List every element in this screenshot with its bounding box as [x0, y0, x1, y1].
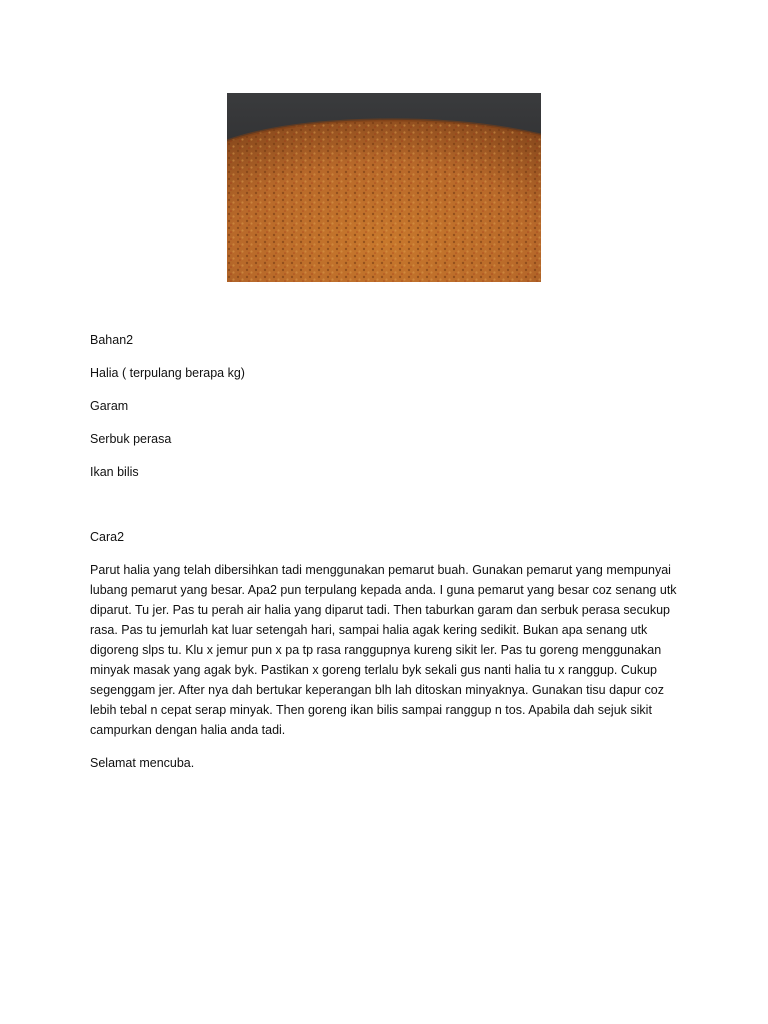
closing-line: Selamat mencuba. — [90, 756, 195, 770]
ingredient-item: Ikan bilis — [90, 465, 139, 479]
method-paragraph: Parut halia yang telah dibersihkan tadi menggunakan pemarut buah. Gunakan pemarut yang mempunyai lubang pemarut yang besar. Apa2 pun terpulang kepada anda. I guna pemarut yang besar coz senang utk diparut. Tu jer. Pas tu perah air halia yang diparut tadi. Then taburkan garam dan serbuk perasa secukup rasa. Pas tu jemurlah kat luar setengah hari, sampai halia agak kering sedikit. Bukan apa senang utk digoreng slps tu. Klu x jemur pun x pa tp rasa ranggupnya kureng sikit ler. Pas tu goreng menggunakan minyak masak yang agak byk. Pastikan x goreng terlalu byk sekali gus nanti halia tu x ranggup. Cukup segenggam jer. After nya dah bertukar keperangan blh lah ditoskan minyaknya. Gunakan tisu dapur coz lebih tebal n cepat serap minyak. Then goreng ikan bilis sampai ranggup n tos. Apabila dah sejuk sikit campurkan dengan halia anda tadi. — [90, 563, 677, 737]
section-spacer — [90, 495, 680, 527]
ingredient-item: Garam — [90, 399, 129, 413]
ingredient-item: Serbuk perasa — [90, 432, 172, 446]
fried-ginger-floss-photo — [227, 93, 541, 282]
recipe-content — [90, 330, 680, 786]
photo-image — [227, 93, 541, 282]
method-heading: Cara2 — [90, 530, 125, 544]
ingredients-heading: Bahan2 — [90, 333, 134, 347]
ingredient-item: Halia ( terpulang berapa kg) — [90, 366, 245, 380]
